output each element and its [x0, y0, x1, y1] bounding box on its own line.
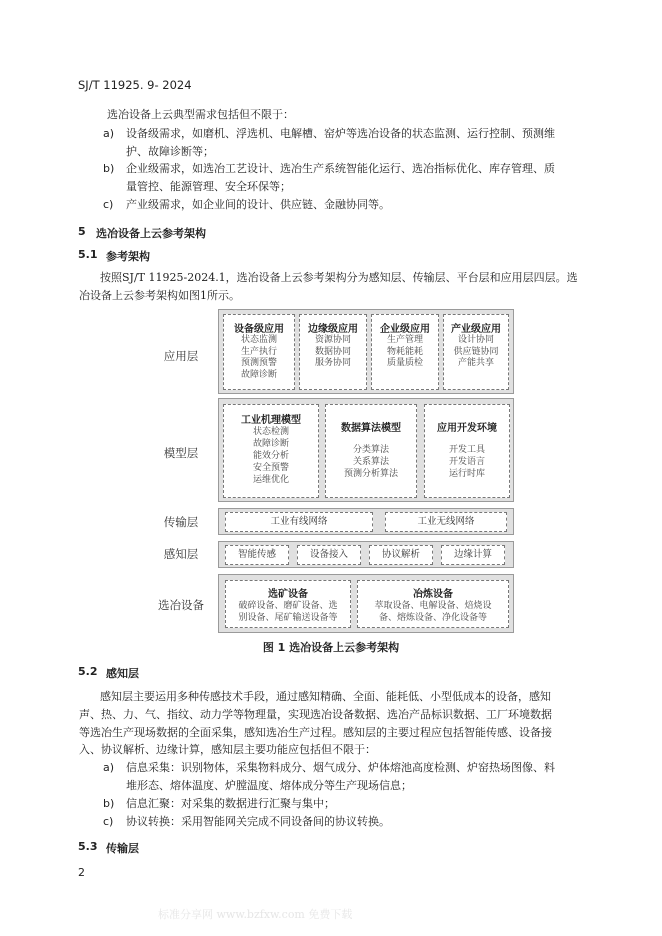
- figure-caption: 图 1 选冶设备上云参考架构: [262, 641, 400, 654]
- list-item-text: 企业级需求，如选冶工艺设计、选冶生产系统智能化运行、选冶指标优化、库存管理、质: [126, 162, 555, 175]
- section-number: 5.1: [78, 248, 98, 261]
- model-box-dev-env: [424, 404, 510, 498]
- layer-label-application: 应用层: [163, 349, 199, 363]
- box-item: 破碎设备、磨矿设备、选: [238, 601, 338, 611]
- paragraph-line: 声、热、力、气、指纹、动力学等物理量，实现选冶设备数据、选冶产品标识数据、工厂环境数据: [79, 708, 552, 721]
- list-item-text: 信息采集：识别物体，采集物料成分、烟气成分、炉体熔池高度检测、炉窑热场图像、料: [126, 761, 555, 774]
- box-item: 关系算法: [352, 457, 389, 467]
- model-layer: [218, 398, 514, 502]
- layer-label-equipment: 选冶设备: [158, 598, 204, 612]
- list-marker: b): [103, 797, 115, 810]
- box-item: 别设备、尾矿输送设备等: [238, 613, 338, 623]
- box-item: 备、熔炼设备、净化设备等: [378, 613, 487, 623]
- list-marker: a): [103, 127, 115, 140]
- app-box-edge: [299, 314, 367, 390]
- equipment-layer: [218, 574, 514, 633]
- box-item: 服务协同: [314, 358, 351, 368]
- list-marker: c): [103, 198, 114, 211]
- paragraph-line: 感知层主要运用多种传感技术手段，通过感知精确、全面、能耗低、小型低成本的设备，感知: [100, 690, 551, 703]
- box-title: 数据算法模型: [341, 423, 401, 434]
- box-item: 预测预警: [240, 358, 277, 368]
- model-box-algorithm: [325, 404, 417, 498]
- box-item: 生产执行: [240, 346, 277, 357]
- box-item: 预测分析算法: [343, 469, 398, 479]
- perception-layer: [218, 541, 514, 568]
- box-title: 边缘级应用: [308, 324, 358, 335]
- box-item: 资源协同: [314, 335, 351, 345]
- box-item: 产能共享: [457, 358, 494, 368]
- box-item: 数据协同: [314, 346, 351, 357]
- section-title: 参考架构: [106, 250, 150, 263]
- box-title: 选矿设备: [268, 589, 308, 600]
- app-box-industry: [443, 314, 509, 390]
- layer-label-perception: 感知层: [163, 547, 199, 561]
- perception-item: 边缘计算: [441, 545, 505, 565]
- list-item-text: 量管控、能源管理、安全环保等；: [126, 180, 291, 193]
- equip-box-mineral: [225, 580, 351, 628]
- section-title: 选冶设备上云参考架构: [96, 227, 206, 240]
- intro-text: 选冶设备上云典型需求包括但不限于：: [107, 108, 294, 121]
- section-title: 传输层: [106, 842, 139, 855]
- list-marker: c): [103, 815, 114, 828]
- box-item: 设计协同: [457, 335, 494, 345]
- paragraph-line: 按照SJ/T 11925-2024.1，选冶设备上云参考架构分为感知层、传输层、平台层和应用层四层。选: [100, 271, 578, 284]
- box-item: 生产管理: [386, 335, 423, 345]
- app-box-enterprise: [371, 314, 439, 390]
- transport-wired: 工业有线网络: [225, 512, 373, 532]
- layer-label-transport: 传输层: [163, 515, 199, 529]
- box-item: 萃取设备、电解设备、焙烧设: [374, 601, 492, 611]
- paragraph-line: 等选冶生产现场数据的全面采集，感知选冶生产过程。感知层的主要过程应包括智能传感、设备接: [79, 726, 552, 739]
- app-box-device: [223, 314, 295, 390]
- section-title: 感知层: [106, 667, 139, 680]
- model-box-mechanism: [223, 404, 319, 498]
- equip-box-smelting: [357, 580, 509, 628]
- standard-number: SJ/T 11925. 9- 2024: [78, 78, 192, 92]
- section-number: 5.3: [78, 840, 98, 853]
- box-item: 运维优化: [252, 475, 289, 485]
- box-title: 应用开发环境: [437, 423, 497, 434]
- box-item: 分类算法: [352, 445, 389, 455]
- box-item: 供应链协同: [453, 346, 499, 357]
- box-item: 开发工具: [448, 445, 485, 455]
- box-item: 运行时库: [448, 469, 485, 479]
- application-layer: [218, 309, 514, 394]
- box-item: 物耗能耗: [386, 346, 423, 357]
- box-item: 故障诊断: [252, 439, 289, 449]
- list-marker: b): [103, 162, 115, 175]
- perception-item: 协议解析: [369, 545, 433, 565]
- watermark: 标准分享网 www.bzfxw.com 免费下载: [158, 908, 353, 921]
- list-item-text: 产业级需求，如企业间的设计、供应链、金融协同等。: [126, 198, 390, 211]
- transport-layer: [218, 508, 514, 535]
- perception-item: 智能传感: [225, 545, 289, 565]
- box-item: 能效分析: [252, 451, 289, 461]
- box-item: 安全预警: [252, 463, 289, 473]
- box-title: 产业级应用: [451, 324, 501, 335]
- list-item-text: 设备级需求，如磨机、浮选机、电解槽、窑炉等选冶设备的状态监测、运行控制、预测维: [126, 127, 555, 140]
- box-item: 故障诊断: [240, 369, 277, 380]
- layer-label-model: 模型层: [163, 446, 199, 460]
- list-marker: a): [103, 761, 115, 774]
- transport-wireless: 工业无线网络: [385, 512, 507, 532]
- page-number: 2: [78, 866, 85, 879]
- list-item-text: 协议转换：采用智能网关完成不同设备间的协议转换。: [126, 815, 390, 828]
- paragraph-line: 入、协议解析、边缘计算，感知层主要功能应包括但不限于：: [79, 743, 376, 756]
- list-item-text: 护、故障诊断等；: [126, 145, 214, 158]
- box-item: 开发语言: [448, 457, 485, 467]
- list-item-text: 堆形态、熔体温度、炉膛温度、熔体成分等生产现场信息；: [126, 779, 412, 792]
- perception-item: 设备接入: [297, 545, 361, 565]
- section-number: 5: [78, 225, 86, 238]
- box-item: 状态监测: [240, 335, 277, 345]
- box-title: 冶炼设备: [413, 589, 453, 600]
- box-item: 状态检测: [252, 427, 289, 437]
- box-title: 工业机理模型: [241, 415, 301, 426]
- box-title: 企业级应用: [380, 324, 430, 335]
- box-item: 质量质检: [386, 358, 423, 368]
- paragraph-line: 冶设备上云参考架构如图1所示。: [79, 289, 240, 302]
- list-item-text: 信息汇聚：对采集的数据进行汇聚与集中；: [126, 797, 335, 810]
- section-number: 5.2: [78, 665, 98, 678]
- box-title: 设备级应用: [234, 324, 284, 335]
